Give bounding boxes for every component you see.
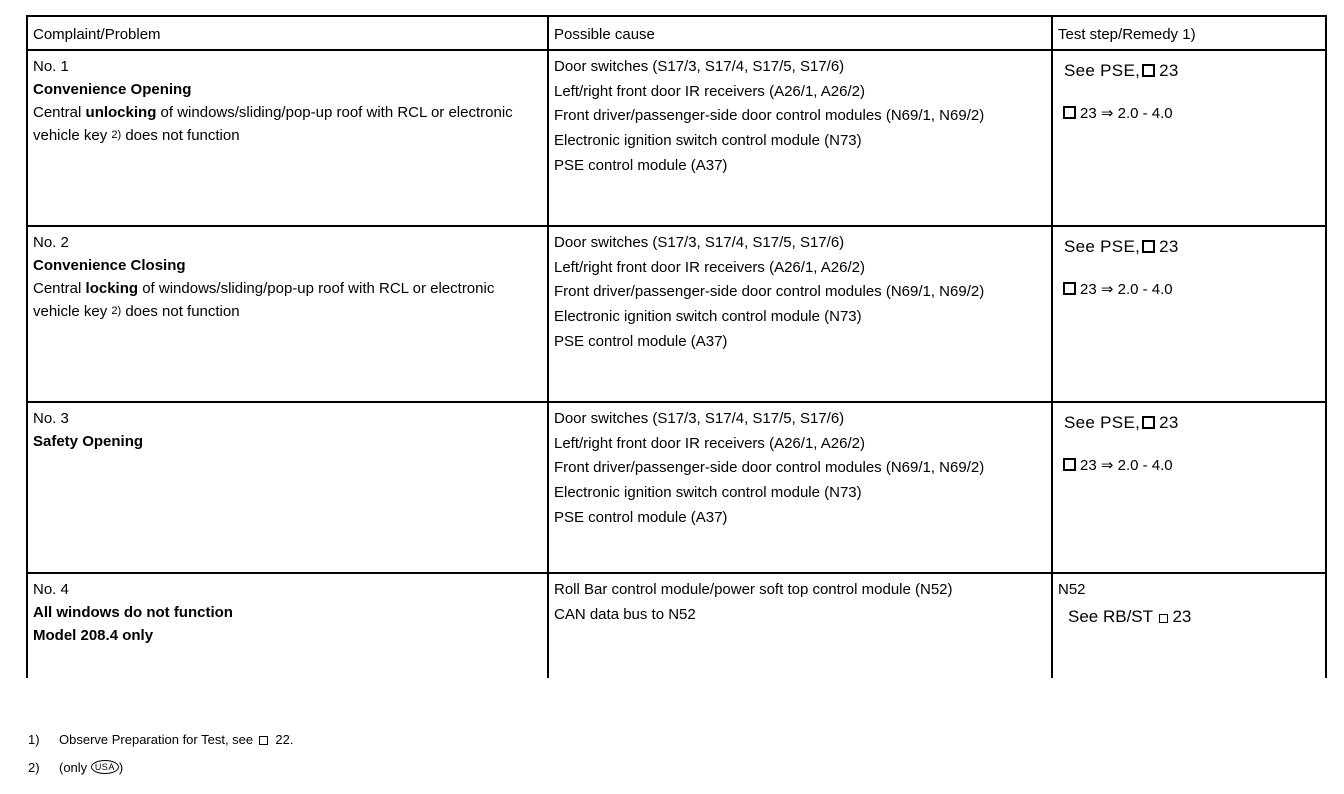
complaint-description: Central unlocking of windows/sliding/pop-up roof with RCL or electronic vehicle key 2) does not function	[33, 104, 513, 144]
complaint-title: Safety Opening	[33, 433, 144, 450]
complaint-title: All windows do not function	[33, 604, 233, 621]
cause-item: CAN data bus to N52	[554, 606, 696, 623]
complaint-description: Central locking of windows/sliding/pop-up roof with RCL or electronic vehicle key 2) does not function	[33, 280, 495, 320]
cause-item: Electronic ignition switch control module (N73)	[554, 484, 862, 501]
test-step: 23 ⇒ 2.0 - 4.0	[1061, 102, 1320, 125]
complaint-cell	[27, 50, 548, 226]
see-reference: See PSE, 23	[1064, 237, 1179, 256]
footnote-ref: 2)	[111, 129, 122, 141]
page-box-icon	[1063, 282, 1076, 295]
header-complaint: Complaint/Problem	[27, 16, 548, 50]
page-box-icon	[1142, 64, 1155, 77]
footnote: 1) Observe Preparation for Test, see 22.	[28, 732, 294, 747]
test-step: 23 ⇒ 2.0 - 4.0	[1061, 278, 1320, 301]
footnotes	[28, 732, 293, 788]
cause-item: Electronic ignition switch control module (N73)	[554, 308, 862, 325]
page-box-icon	[1063, 458, 1076, 471]
cause-item: Front driver/passenger-side door control modules (N69/1, N69/2)	[554, 107, 985, 124]
cause-cell	[548, 573, 1052, 678]
cause-item: Left/right front door IR receivers (A26/1, A26/2)	[554, 83, 865, 100]
footnote-ref: 2)	[111, 305, 122, 317]
complaint-title: Convenience Closing	[33, 257, 186, 274]
header-test-note: 1)	[1182, 26, 1196, 43]
remedy-component: N52	[1058, 581, 1086, 598]
complaint-cell	[27, 573, 548, 678]
remedy-cell	[1052, 573, 1326, 678]
cause-item: Front driver/passenger-side door control modules (N69/1, N69/2)	[554, 283, 985, 300]
cause-item: Door switches (S17/3, S17/4, S17/5, S17/6)	[554, 410, 845, 427]
complaint-number: No. 3	[33, 410, 69, 427]
page-box-icon	[1159, 614, 1168, 623]
complaint-cell	[27, 226, 548, 402]
page-box-icon	[259, 736, 268, 745]
page-box-icon	[1142, 416, 1155, 429]
cause-cell	[548, 226, 1052, 402]
cause-item: Door switches (S17/3, S17/4, S17/5, S17/6)	[554, 234, 845, 251]
see-reference: See PSE, 23	[1064, 413, 1179, 432]
table-row	[27, 226, 1326, 402]
cause-item: PSE control module (A37)	[554, 157, 728, 174]
cause-item: Left/right front door IR receivers (A26/1, A26/2)	[554, 435, 865, 452]
test-step: 23 ⇒ 2.0 - 4.0	[1061, 454, 1320, 477]
cause-item: Electronic ignition switch control module (N73)	[554, 132, 862, 149]
table-row	[27, 573, 1326, 678]
complaint-title: Convenience Opening	[33, 81, 192, 98]
cause-item: PSE control module (A37)	[554, 509, 728, 526]
remedy-cell	[1052, 402, 1326, 573]
table-header-row	[27, 16, 1326, 50]
diagnosis-table	[26, 15, 1327, 678]
cause-item: PSE control module (A37)	[554, 333, 728, 350]
complaint-number: No. 1	[33, 58, 69, 75]
cause-cell	[548, 50, 1052, 226]
remedy-cell	[1052, 226, 1326, 402]
page-box-icon	[1142, 240, 1155, 253]
cause-item: Front driver/passenger-side door control modules (N69/1, N69/2)	[554, 459, 985, 476]
complaint-cell	[27, 402, 548, 573]
page-box-icon	[1063, 106, 1076, 119]
complaint-number: No. 2	[33, 234, 69, 251]
header-test-step	[1052, 16, 1326, 50]
cause-cell	[548, 402, 1052, 573]
table-row	[27, 50, 1326, 226]
see-reference: See PSE, 23	[1064, 61, 1179, 80]
header-cause: Possible cause	[548, 16, 1052, 50]
footnote: 2) (only USA )	[28, 760, 124, 775]
table-row	[27, 402, 1326, 573]
cause-item: Roll Bar control module/power soft top control module (N52)	[554, 581, 953, 598]
complaint-number: No. 4	[33, 581, 69, 598]
header-test-label: Test step/Remedy	[1058, 26, 1179, 43]
usa-badge-icon: USA	[91, 760, 119, 774]
remedy-cell	[1052, 50, 1326, 226]
cause-item: Left/right front door IR receivers (A26/1, A26/2)	[554, 259, 865, 276]
complaint-model: Model 208.4 only	[33, 627, 154, 644]
cause-item: Door switches (S17/3, S17/4, S17/5, S17/6)	[554, 58, 845, 75]
see-reference: See RB/ST 23	[1068, 607, 1192, 626]
